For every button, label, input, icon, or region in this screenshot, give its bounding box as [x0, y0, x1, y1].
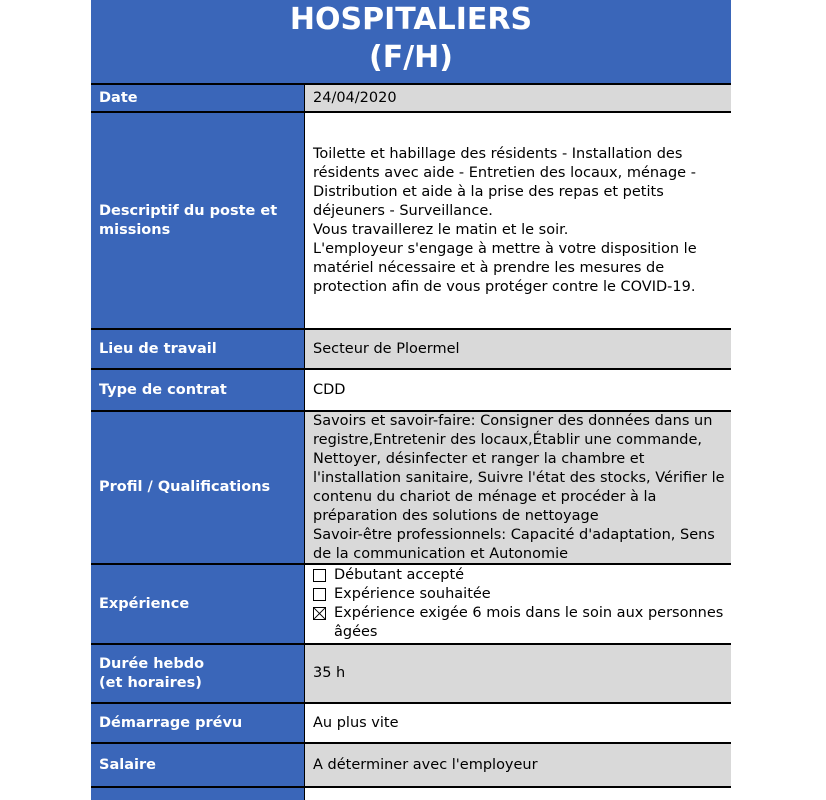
value-duree	[305, 645, 731, 702]
experience-option-3-label: Expérience exigée 6 mois dans le soin aux personnes âgées	[334, 605, 724, 640]
title-line-2: (F/H)	[369, 40, 453, 75]
value-date	[305, 85, 731, 111]
value-next	[305, 788, 731, 800]
label-demarrage: Démarrage prévu	[91, 704, 304, 742]
label-lieu: Lieu de travail	[91, 330, 304, 368]
value-experience	[305, 565, 731, 643]
row-next	[91, 788, 731, 800]
experience-option-3	[313, 604, 727, 642]
label-profil: Profil / Qualifications	[91, 412, 304, 563]
value-descriptif	[305, 113, 731, 328]
experience-option-2-label: Expérience souhaitée	[334, 586, 491, 602]
row-lieu	[91, 330, 731, 368]
title-header	[91, 0, 731, 83]
checkbox-exigee[interactable]	[313, 607, 326, 620]
experience-option-1	[313, 566, 727, 585]
value-lieu	[305, 330, 731, 368]
label-contrat: Type de contrat	[91, 370, 304, 410]
value-demarrage-text: Au plus vite	[313, 714, 399, 731]
value-lieu-text: Secteur de Ploermel	[313, 340, 460, 357]
value-duree-text: 35 h	[313, 665, 346, 681]
value-descriptif-text: Toilette et habillage des résidents - Installation des résidents avec aide - Entretien des locaux, ménage - Distribution et aide à la prise des repas et petits déjeuners - Surveillance. Vous travaillerez le matin et le soir. L'employeur s'engage à mettre à votre disposition le matériel nécessaire et à prendre les mesures de protection afin de vous protéger contre le COVID-19.	[313, 145, 697, 295]
label-descriptif: Descriptif du poste et missions	[91, 113, 304, 328]
row-contrat	[91, 370, 731, 410]
label-salaire: Salaire	[91, 744, 304, 786]
value-profil	[305, 412, 731, 563]
row-duree	[91, 645, 731, 702]
row-salaire	[91, 744, 731, 786]
row-profil	[91, 412, 731, 563]
row-date	[91, 85, 731, 111]
checkbox-souhaitee[interactable]	[313, 588, 326, 601]
checkbox-debutant[interactable]	[313, 569, 326, 582]
row-experience	[91, 565, 731, 643]
value-contrat	[305, 370, 731, 410]
value-demarrage	[305, 704, 731, 742]
value-profil-text: Savoirs et savoir-faire: Consigner des données dans un registre,Entretenir des locaux,Établir une commande, Nettoyer, désinfecter et ranger la chambre et l'installation sanitaire, Suivre l'état des stocks, Vérifier le contenu du chariot de ménage et procéder à la préparation des solutions de nettoyage Savoir-être professionnels: Capacité d'adaptation, Sens de la communication et Autonomie	[313, 412, 725, 562]
title-line-1: HOSPITALIERS	[289, 2, 533, 37]
value-salaire	[305, 744, 731, 786]
row-descriptif	[91, 113, 731, 328]
experience-option-2	[313, 585, 727, 604]
experience-option-1-label: Débutant accepté	[334, 567, 465, 583]
label-date: Date	[91, 85, 304, 111]
label-next	[91, 788, 304, 800]
row-demarrage	[91, 704, 731, 742]
label-experience: Expérience	[91, 565, 304, 643]
value-contrat-text: CDD	[313, 381, 346, 398]
job-offer-sheet	[91, 0, 731, 800]
label-duree: Durée hebdo (et horaires)	[91, 645, 304, 702]
value-date-text: 24/04/2020	[313, 89, 397, 106]
value-salaire-text: A déterminer avec l'employeur	[313, 756, 538, 773]
